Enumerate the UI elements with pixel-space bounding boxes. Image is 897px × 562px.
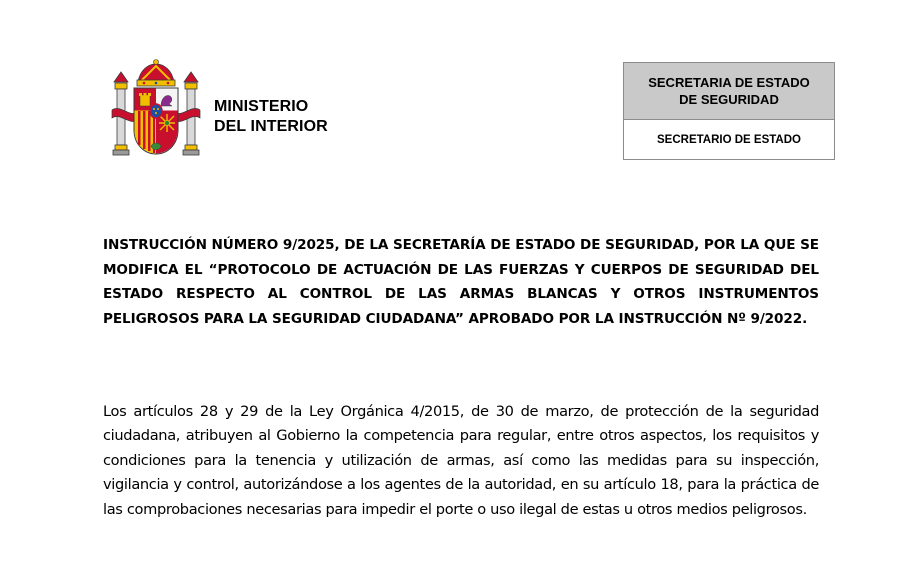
department-header-box [623,62,835,160]
coat-of-arms-icon [110,58,202,158]
department-title-line1: SECRETARIA DE ESTADO [648,75,810,90]
ministry-name-line2: DEL INTERIOR [214,118,328,135]
department-title-line2: DE SEGURIDAD [679,92,779,107]
body-paragraph: Los artículos 28 y 29 de la Ley Orgánica 4/2015, de 30 de marzo, de protección de la seguridad ciudadana, atribuyen al Gobierno la competencia para regular, entre otros aspectos, los requisitos y condiciones para la tenencia y utilización de armas, así como las medidas para su inspección, vigilancia y control, autorizándose a los agentes de la autoridad, en su artículo 18, para la práctica de las comprobaciones necesarias para impedir el porte o uso ilegal de estas u otros medios peligrosos. [103,403,819,518]
shield [134,88,178,154]
royal-crown [137,60,175,87]
department-subtitle: SECRETARIO DE ESTADO [657,133,801,146]
ministry-name [214,97,328,137]
department-title [624,63,834,120]
document-title: INSTRUCCIÓN NÚMERO 9/2025, DE LA SECRETARÍA DE ESTADO DE SEGURIDAD, POR LA QUE SE MODIFICA EL “PROTOCOLO DE ACTUACIÓN DE LAS FUERZAS Y CUERPOS DE SEGURIDAD DEL ESTADO RESPECTO AL CONTROL DE LAS ARMAS BLANCAS Y OTROS INSTRUMENTOS PELIGROSOS PARA LA SEGURIDAD CIUDADANA” APROBADO POR LA INSTRUCCIÓN Nº 9/2022. [103,237,819,327]
ministry-name-line1: MINISTERIO [214,98,309,115]
